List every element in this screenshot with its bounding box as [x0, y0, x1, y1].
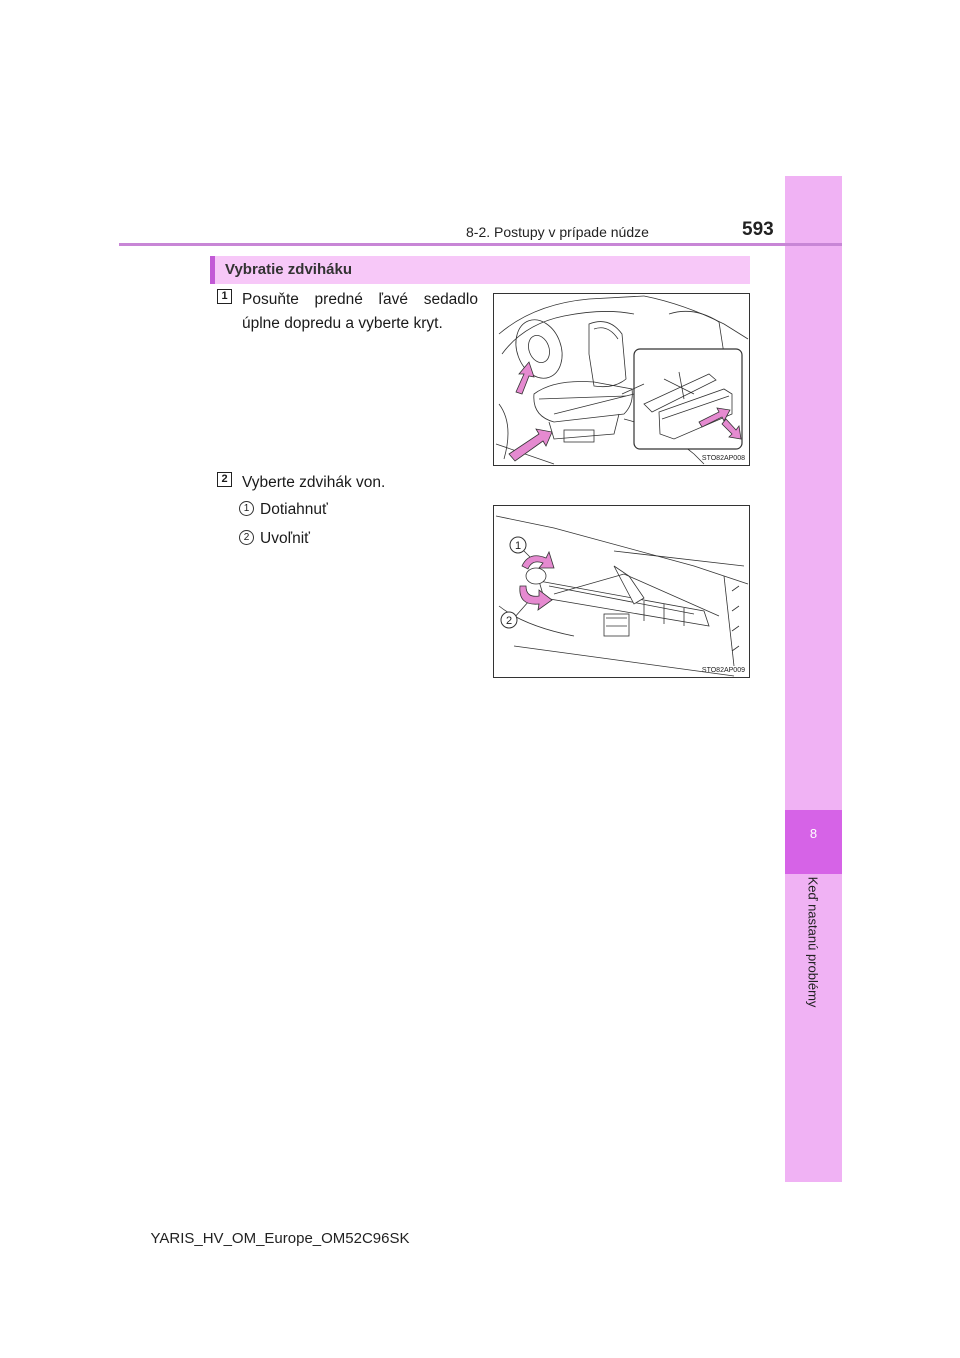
step-2-text: Vyberte zdvihák von.: [242, 474, 386, 491]
jack-illustration: [494, 506, 749, 677]
callout-markers: [501, 537, 526, 628]
header-section-title: 8-2. Postupy v prípade núdze: [466, 224, 649, 240]
figure-code: STO82AP008: [701, 455, 745, 462]
chapter-side-tab: [785, 176, 842, 1182]
callout-2: 2: [505, 615, 513, 627]
chapter-title: Keď nastanú problémy: [805, 876, 821, 1008]
seat-cover-illustration: [494, 294, 749, 465]
sub-item-number: 2: [239, 530, 254, 545]
sub-item-tighten: Dotiahnuť: [260, 501, 328, 518]
callout-1: 1: [514, 540, 522, 552]
section-title: Vybratie zdviháku: [225, 261, 352, 278]
sub-item-loosen: Uvoľniť: [260, 530, 310, 547]
figure-jack-removal: [493, 505, 750, 678]
sub-item-number: 1: [239, 501, 254, 516]
figure-seat-cover: [493, 293, 750, 466]
step-number-box: 1: [217, 289, 232, 304]
step-1-text: Posuňte predné ľavé sedadlo úplne dopredu a vyberte kryt.: [242, 291, 478, 332]
chapter-number-tab: [785, 810, 842, 874]
header-divider: [119, 243, 842, 246]
section-title-bar: [210, 256, 750, 284]
footer-document-id: YARIS_HV_OM_Europe_OM52C96SK: [150, 1230, 410, 1247]
figure-code: STO82AP009: [701, 667, 745, 674]
footer: [0, 1230, 960, 1247]
step-number-box: 2: [217, 472, 232, 487]
page-number: 593: [742, 219, 774, 240]
chapter-number: 8: [809, 826, 818, 841]
